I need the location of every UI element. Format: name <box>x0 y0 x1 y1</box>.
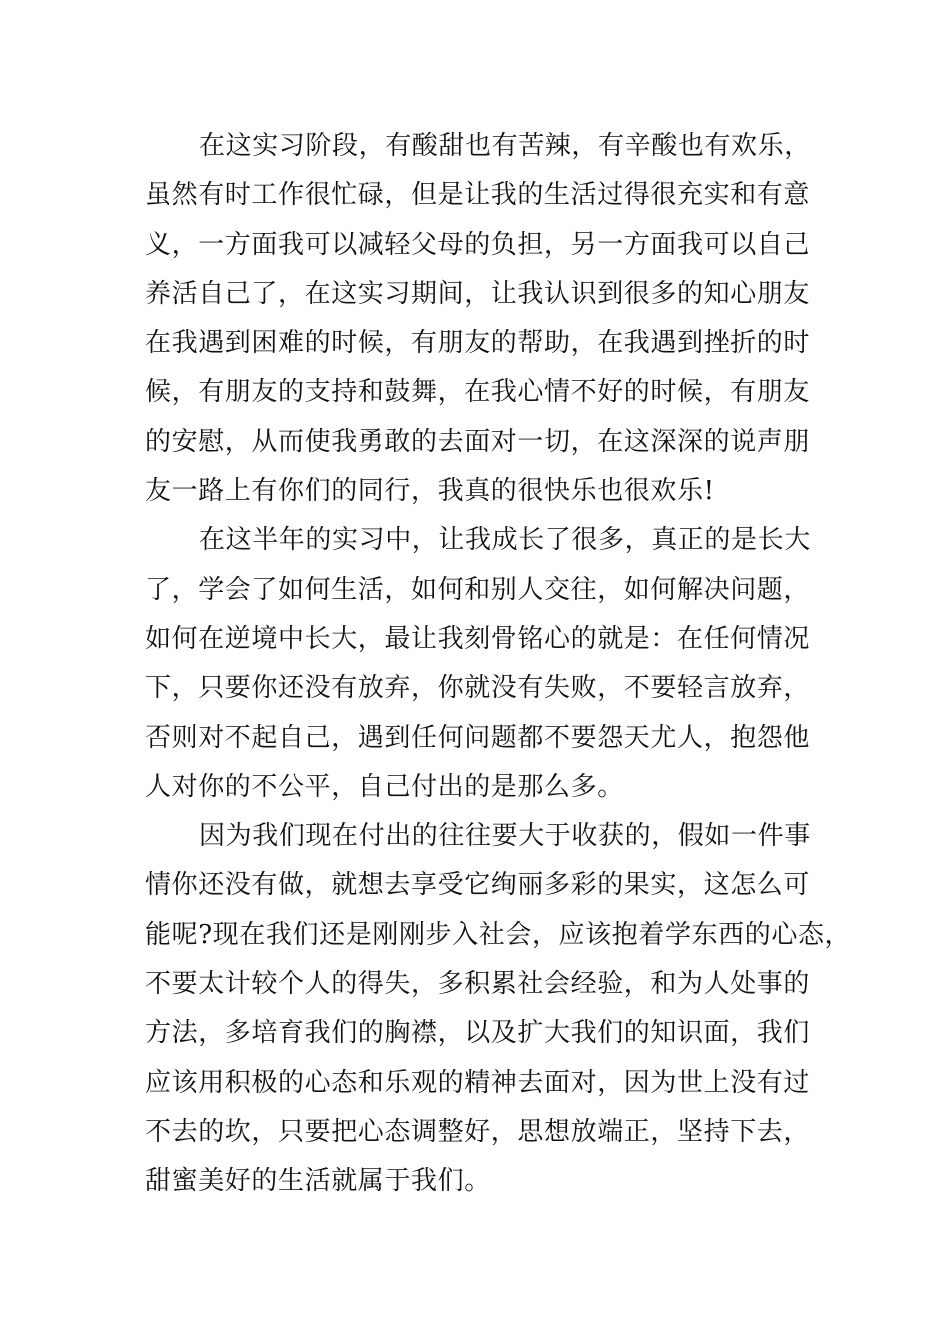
paragraph-1 <box>145 122 825 516</box>
paragraph-line: 不去的坎，只要把心态调整好，思想放端正，坚持下去， <box>145 1116 811 1147</box>
paragraph-3 <box>145 812 852 1206</box>
document-body <box>145 122 852 1207</box>
paragraph-line: 了，学会了如何生活，如何和别人交往，如何解决问题， <box>145 574 811 605</box>
paragraph-line: 候，有朋友的支持和鼓舞，在我心情不好的时候，有朋友 <box>145 377 811 408</box>
paragraph-line: 在这半年的实习中，让我成长了很多，真正的是长大 <box>199 525 811 556</box>
paragraph-line: 应该用积极的心态和乐观的精神去面对，因为世上没有过 <box>145 1067 811 1098</box>
paragraph-line: 不要太计较个人的得失，多积累社会经验，和为人处事的 <box>145 969 811 1000</box>
paragraph-line: 因为我们现在付出的往往要大于收获的，假如一件事 <box>199 821 811 852</box>
paragraph-line: 人对你的不公平，自己付出的是那么多。 <box>145 771 624 802</box>
paragraph-line: 方法，多培育我们的胸襟，以及扩大我们的知识面，我们 <box>145 1018 811 1049</box>
paragraph-line: 能呢?现在我们还是刚刚步入社会，应该抱着学东西的心态， <box>145 919 852 950</box>
paragraph-line: 情你还没有做，就想去享受它绚丽多彩的果实，这怎么可 <box>145 870 811 901</box>
paragraph-2 <box>145 516 825 812</box>
paragraph-line: 否则对不起自己，遇到任何问题都不要怨天尤人，抱怨他 <box>145 722 811 753</box>
paragraph-line: 如何在逆境中长大，最让我刻骨铭心的就是：在任何情况 <box>145 623 811 654</box>
paragraph-line: 养活自己了，在这实习期间，让我认识到很多的知心朋友 <box>145 278 811 309</box>
paragraph-line: 义，一方面我可以减轻父母的负担，另一方面我可以自己 <box>145 229 811 260</box>
paragraph-line: 在这实习阶段，有酸甜也有苦辣，有辛酸也有欢乐， <box>199 131 811 161</box>
paragraph-line: 甜蜜美好的生活就属于我们。 <box>145 1166 491 1197</box>
paragraph-line: 下，只要你还没有放弃，你就没有失败，不要轻言放弃， <box>145 673 811 704</box>
paragraph-line: 友一路上有你们的同行，我真的很快乐也很欢乐! <box>145 476 715 507</box>
paragraph-line: 虽然有时工作很忙碌，但是让我的生活过得很充实和有意 <box>145 180 811 211</box>
paragraph-line: 的安慰，从而使我勇敢的去面对一切，在这深深的说声朋 <box>145 426 811 457</box>
paragraph-line: 在我遇到困难的时候，有朋友的帮助，在我遇到挫折的时 <box>145 328 811 359</box>
